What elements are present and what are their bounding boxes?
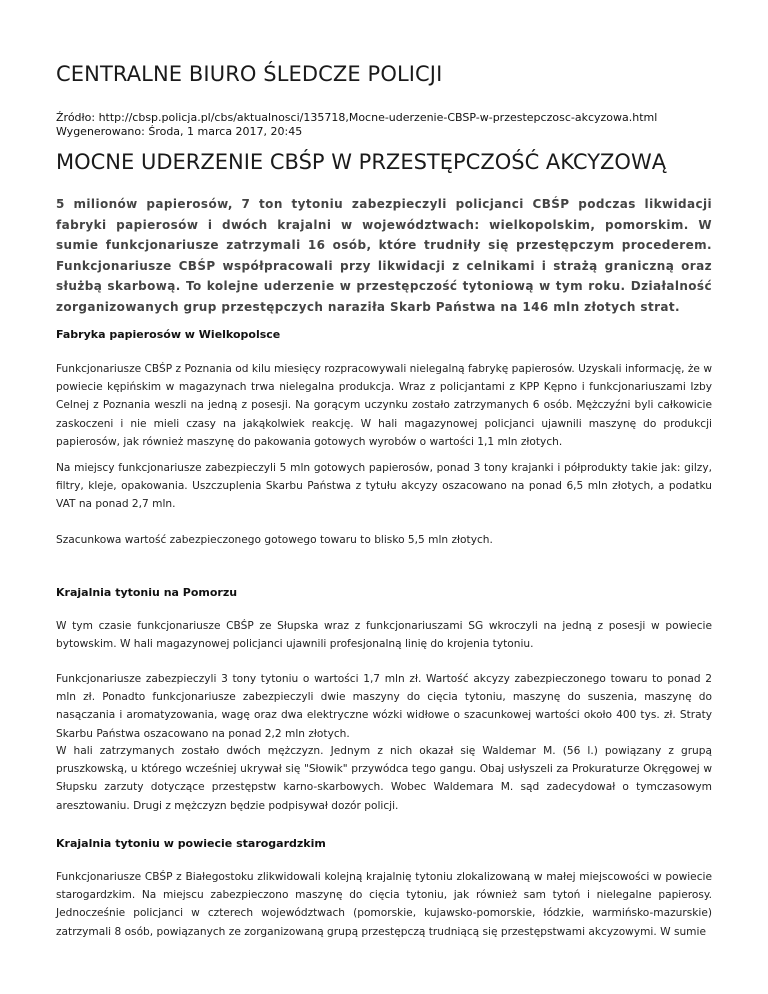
- paragraph: Na miejscy funkcjonariusze zabezpieczyli 5 mln gotowych papierosów, ponad 3 tony krajanki i półprodukty takie jak: gilzy, filtry, kleje, opakowania. Uszczuplenia Skarbu Państwa z tytułu akcyzy oszacowano na ponad 6,5 mln złotych, a podatku VAT na ponad 2,7 mln.: [56, 462, 712, 511]
- document-meta: [56, 111, 657, 139]
- paragraph: Funkcjonariusze zabezpieczyli 3 tony tytoniu o wartości 1,7 mln zł. Wartość akcyzy zabezpieczonego towaru to ponad 2 mln zł. Ponadto funkcjonariusze zabezpieczyli dwie maszyny do cięcia tytoniu, maszynę do suszenia, maszynę do nasączania i aromatyzowania, wagę oraz dwa elektryczne wózki widłowe o szacunkowej wartości około 400 tys. zł. Straty Skarbu Państwa oszacowano na ponad 2,2 mln złotych.: [56, 673, 712, 740]
- paragraph: Funkcjonariusze CBŚP z Białegostoku zlikwidowali kolejną krajalnię tytoniu zlokalizowaną w małej miejscowości w powiecie starogardzkim. Na miejscu zabezpieczono maszynę do cięcia tytoniu, jak również sam tytoń i nielegalne papierosy. Jednocześnie policjanci w czterech województwach (pomorskie, kujawsko-pomorskie, łódzkie, warmińsko-mazurskie) zatrzymali 8 osób, powiązanych ze zorganizowaną grupą przestępczą trudniącą się przestępstwami akcyzowymi. W sumie: [56, 871, 712, 938]
- section-heading-pomorze: Krajalnia tytoniu na Pomorzu: [56, 586, 238, 599]
- paragraph: Funkcjonariusze CBŚP z Poznania od kilu miesięcy rozpracowywali nielegalną fabrykę papierosów. Uzyskali informację, że w powiecie kępińskim w magazynach trwa nielegalna produkcja. Wraz z policjantami z KPP Kępno i funkcjonariuszami Izby Celnej z Poznania weszli na jedną z posesji. Na gorącym uczynku zostało zatrzymanych 6 osób. Mężczyźni byli całkowicie zaskoczeni i nie mieli czasy na jakąkolwiek reakcję. W hali magazynowej policjanci ujawnili maszynę do produkcji papierosów, jak również maszynę do pakowania gotowych wyrobów o wartości 1,1 mln złotych.: [56, 363, 712, 448]
- section-heading-wielkopolska: Fabryka papierosów w Wielkopolsce: [56, 328, 281, 341]
- paragraph: W tym czasie funkcjonariusze CBŚP ze Słupska wraz z funkcjonariuszami SG wkroczyli na jedną z posesji w powiecie bytowskim. W hali magazynowej policjanci ujawnili profesjonalną linię do krojenia tytoniu.: [56, 620, 712, 651]
- paragraph: Szacunkowa wartość zabezpieczonego gotowego towaru to blisko 5,5 mln złotych.: [56, 534, 493, 546]
- article-title: MOCNE UDERZENIE CBŚP W PRZESTĘPCZOŚĆ AKCYZOWĄ: [56, 150, 667, 174]
- generated-line: Wygenerowano: Środa, 1 marca 2017, 20:45: [56, 125, 303, 138]
- source-line: Źródło: http://cbsp.policja.pl/cbs/aktualnosci/135718,Mocne-uderzenie-CBSP-w-przestepczosc-akcyzowa.html: [56, 111, 658, 124]
- section-heading-starogard: Krajalnia tytoniu w powiecie starogardzkim: [56, 837, 326, 850]
- paragraph: W hali zatrzymanych zostało dwóch mężczyzn. Jednym z nich okazał się Waldemar M. (56 l.) powiązany z grupą pruszkowską, u którego wcześniej ukrywał się "Słowik" przywódca tego gangu. Obaj usłyszeli za Prokuraturze Okręgowej w Słupsku zarzuty dotyczące przestępstw karno-skarbowych. Wobec Waldemara M. sąd zadecydował o tymczasowym aresztowaniu. Drugi z mężczyzn będzie podpisywał dozór policji.: [56, 745, 712, 812]
- article-lead: 5 milionów papierosów, 7 ton tytoniu zabezpieczyli policjanci CBŚP podczas likwidacji fabryki papierosów i dwóch krajalni w województwach: wielkopolskim, pomorskim. W sumie funkcjonariusze zatrzymali 16 osób, które trudniły się przestępczym procederem. Funkcjonariusze CBŚP współpracowali przy likwidacji z celnikami i strażą graniczną oraz służbą skarbową. To kolejne uderzenie w przestępczość tytoniową w tym roku. Działalność zorganizowanych grup przestępczych naraziła Skarb Państwa na 146 mln złotych strat.: [56, 197, 712, 314]
- site-title: CENTRALNE BIURO ŚLEDCZE POLICJI: [56, 62, 443, 86]
